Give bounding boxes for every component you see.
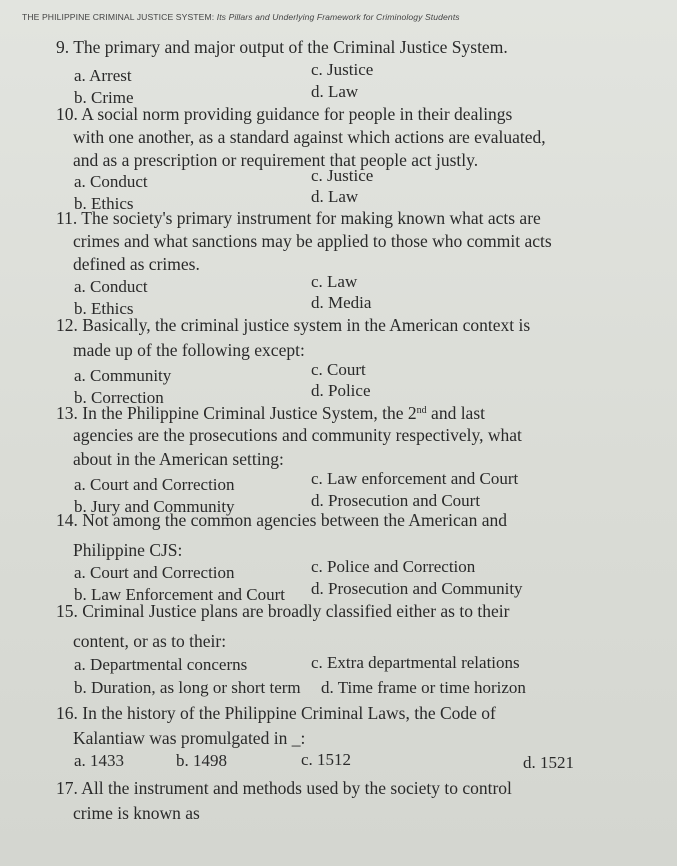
- question-text: and last: [426, 403, 485, 423]
- question-number: 17.: [56, 778, 78, 798]
- option-b: b. Correction: [74, 388, 164, 407]
- option-d: d. Prosecution and Court: [311, 491, 481, 510]
- question-11: [56, 207, 636, 229]
- question-text: The primary and major output of the Criminal Justice System.: [73, 37, 508, 57]
- question-text-line: crimes and what sanctions may be applied to those who commit acts: [73, 231, 552, 251]
- option-d: d. 1521: [523, 753, 574, 772]
- question-10: [56, 103, 636, 125]
- question-text: A social norm providing guidance for people in their dealings: [81, 104, 513, 124]
- question-16: [56, 702, 636, 724]
- question-number: 14.: [56, 510, 78, 530]
- option-a: a. Community: [74, 366, 172, 385]
- question-number: 9.: [56, 37, 70, 57]
- question-number: 11.: [56, 208, 78, 228]
- question-14: [56, 509, 636, 531]
- option-c: c. Court: [311, 360, 366, 379]
- question-text-line: Philippine CJS:: [73, 540, 183, 560]
- option-a: a. Conduct: [74, 172, 148, 191]
- header-caps: THE PHILIPPINE CRIMINAL JUSTICE SYSTEM:: [22, 12, 215, 22]
- option-b: b. Duration, as long or short term: [74, 678, 301, 697]
- question-9: [56, 36, 636, 58]
- question-text: Basically, the criminal justice system in the American context is: [82, 315, 531, 335]
- question-text: Not among the common agencies between the American and: [82, 510, 507, 530]
- option-b: b. Ethics: [74, 299, 134, 318]
- question-number: 15.: [56, 601, 78, 621]
- question-text-line: agencies are the prosecutions and community respectively, what: [73, 425, 522, 445]
- question-17: [56, 777, 636, 799]
- question-number: 12.: [56, 315, 78, 335]
- question-text: All the instrument and methods used by the society to control: [81, 778, 512, 798]
- option-a: a. Arrest: [74, 66, 132, 85]
- question-text-line: made up of the following except:: [73, 340, 305, 360]
- option-a: a. Court and Correction: [74, 563, 235, 582]
- option-c: c. Police and Correction: [311, 557, 476, 576]
- option-c: c. Justice: [311, 60, 374, 79]
- question-number: 13.: [56, 403, 78, 423]
- option-d: d. Law: [311, 187, 359, 206]
- question-13: [56, 400, 636, 424]
- question-number: 10.: [56, 104, 78, 124]
- option-b: b. Jury and Community: [74, 497, 235, 516]
- option-d: d. Police: [311, 381, 371, 400]
- option-b: b. Law Enforcement and Court: [74, 585, 286, 604]
- question-text: The society's primary instrument for making known what acts are: [81, 208, 541, 228]
- option-a: a. Court and Correction: [74, 475, 235, 494]
- question-text-line: Kalantiaw was promulgated in _:: [73, 728, 306, 748]
- option-c: c. Extra departmental relations: [311, 653, 520, 672]
- option-c: c. Law: [311, 272, 358, 291]
- option-c: c. 1512: [301, 750, 352, 769]
- option-d: d. Prosecution and Community: [311, 579, 523, 598]
- option-c: c. Justice: [311, 166, 374, 185]
- question-text: Criminal Justice plans are broadly classified either as to their: [82, 601, 510, 621]
- option-b: b. Crime: [74, 88, 134, 107]
- question-text: In the history of the Philippine Criminal Laws, the Code of: [82, 703, 496, 723]
- question-text-line: crime is known as: [73, 803, 200, 823]
- question-text-line: defined as crimes.: [73, 254, 200, 274]
- question-text-line: and as a prescription or requirement that people act justly.: [73, 150, 479, 170]
- ordinal-suffix: nd: [416, 405, 427, 416]
- question-text-line: content, or as to their:: [73, 631, 227, 651]
- option-d: d. Time frame or time horizon: [321, 678, 526, 697]
- option-a: a. Departmental concerns: [74, 655, 248, 674]
- page-header: [22, 12, 460, 22]
- question-text: In the Philippine Criminal Justice System, the 2: [82, 403, 417, 423]
- question-number: 16.: [56, 703, 78, 723]
- option-d: d. Media: [311, 293, 372, 312]
- option-d: d. Law: [311, 82, 359, 101]
- question-12: [56, 314, 636, 336]
- option-c: c. Law enforcement and Court: [311, 469, 519, 488]
- question-text-line: with one another, as a standard against which actions are evaluated,: [73, 127, 546, 147]
- option-b: b. Ethics: [74, 194, 134, 213]
- header-subtitle: Its Pillars and Underlying Framework for Criminology Students: [216, 12, 460, 22]
- option-a: a. 1433: [74, 751, 125, 770]
- option-b: b. 1498: [176, 751, 227, 770]
- question-text-line: about in the American setting:: [73, 449, 284, 469]
- option-a: a. Conduct: [74, 277, 148, 296]
- question-15: [56, 600, 636, 622]
